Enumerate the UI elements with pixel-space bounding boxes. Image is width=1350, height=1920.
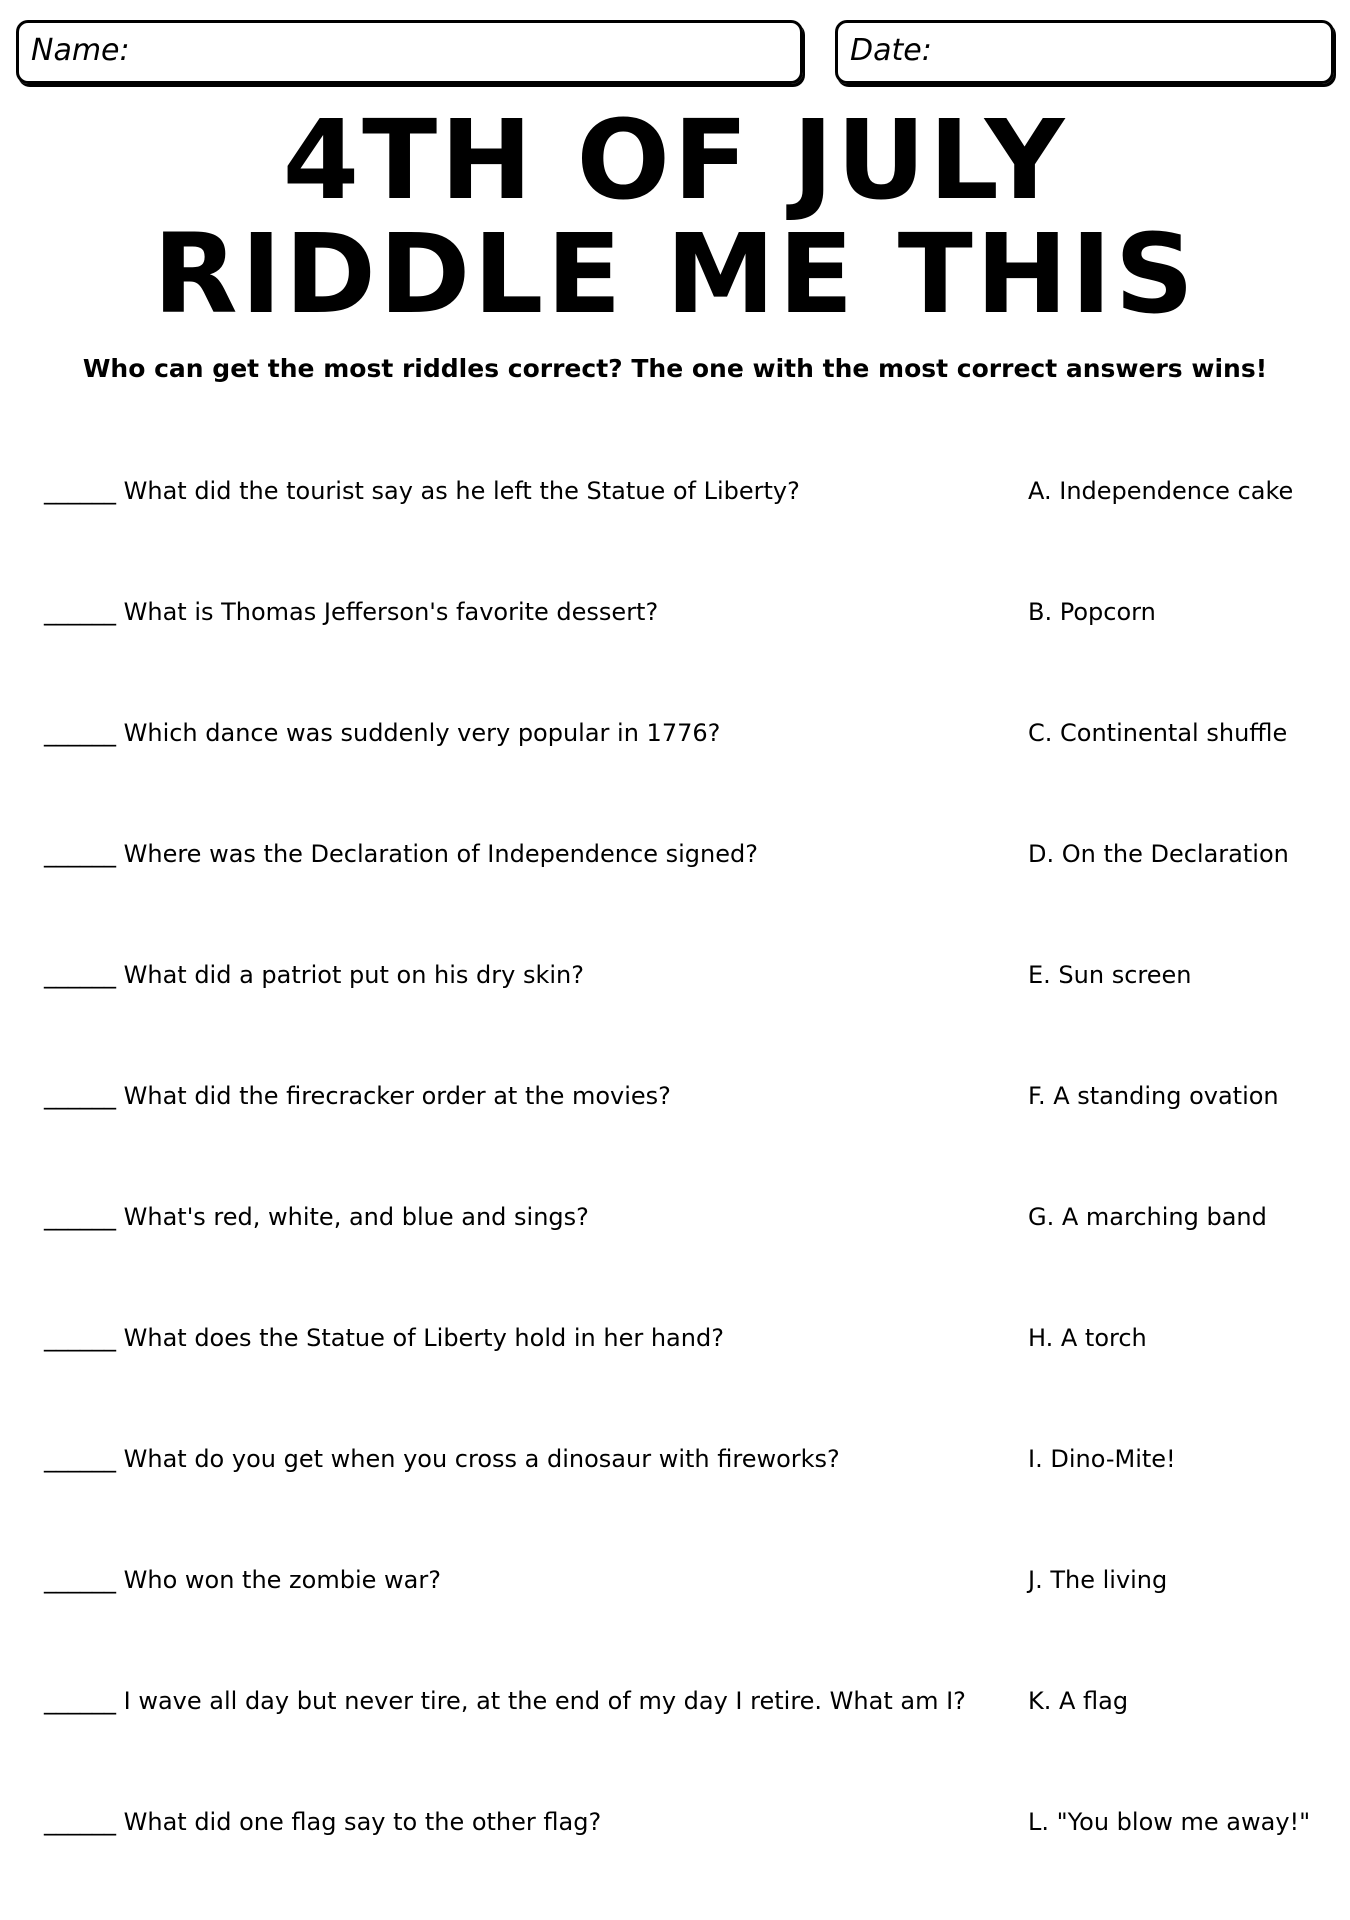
riddle-question: ______ What's red, white, and blue and sings? xyxy=(44,1203,589,1231)
riddle-answer: E. Sun screen xyxy=(1028,961,1192,989)
riddle-row xyxy=(0,1195,1350,1239)
date-field[interactable] xyxy=(835,20,1334,84)
riddle-answer: G. A marching band xyxy=(1028,1203,1267,1231)
riddle-question: ______ Which dance was suddenly very popular in 1776? xyxy=(44,719,721,747)
riddle-answer: A. Independence cake xyxy=(1028,477,1294,505)
riddle-answer: J. The living xyxy=(1028,1566,1168,1594)
riddle-question: ______ What did one flag say to the other flag? xyxy=(44,1808,602,1836)
page-title-line-2: RIDDLE ME THIS xyxy=(153,210,1197,338)
name-field[interactable] xyxy=(16,20,803,84)
riddle-row xyxy=(0,1800,1350,1844)
riddle-question: ______ What did the tourist say as he left the Statue of Liberty? xyxy=(44,477,800,505)
name-label: Name: xyxy=(31,33,130,68)
riddle-answer: C. Continental shuffle xyxy=(1028,719,1288,747)
riddle-row xyxy=(0,469,1350,513)
riddle-answer: B. Popcorn xyxy=(1028,598,1156,626)
riddle-answer: K. A flag xyxy=(1028,1687,1129,1715)
riddle-answer: L. "You blow me away!" xyxy=(1028,1808,1311,1836)
riddle-row xyxy=(0,1558,1350,1602)
riddle-question: ______ What does the Statue of Liberty hold in her hand? xyxy=(44,1324,724,1352)
riddle-answer: I. Dino-Mite! xyxy=(1028,1445,1176,1473)
riddle-question: ______ Where was the Declaration of Independence signed? xyxy=(44,840,758,868)
page-title-line-1: 4TH OF JULY xyxy=(282,96,1068,224)
riddle-row xyxy=(0,953,1350,997)
riddle-question: ______ Who won the zombie war? xyxy=(44,1566,441,1594)
riddle-question: ______ What is Thomas Jefferson's favorite dessert? xyxy=(44,598,659,626)
riddle-row xyxy=(0,711,1350,755)
riddle-question: ______ What did the firecracker order at the movies? xyxy=(44,1082,671,1110)
instructions-subtitle: Who can get the most riddles correct? The one with the most correct answers wins! xyxy=(82,354,1268,383)
riddle-question: ______ I wave all day but never tire, at the end of my day I retire. What am I? xyxy=(44,1687,966,1715)
riddle-answer: D. On the Declaration xyxy=(1028,840,1289,868)
riddle-row xyxy=(0,1679,1350,1723)
date-label: Date: xyxy=(850,33,932,68)
riddle-row xyxy=(0,832,1350,876)
riddle-row xyxy=(0,590,1350,634)
riddle-answer: F. A standing ovation xyxy=(1028,1082,1279,1110)
riddle-row xyxy=(0,1316,1350,1360)
riddle-row xyxy=(0,1074,1350,1118)
riddle-answer: H. A torch xyxy=(1028,1324,1147,1352)
riddle-question: ______ What did a patriot put on his dry skin? xyxy=(44,961,584,989)
riddle-row xyxy=(0,1437,1350,1481)
riddle-question: ______ What do you get when you cross a dinosaur with fireworks? xyxy=(44,1445,840,1473)
